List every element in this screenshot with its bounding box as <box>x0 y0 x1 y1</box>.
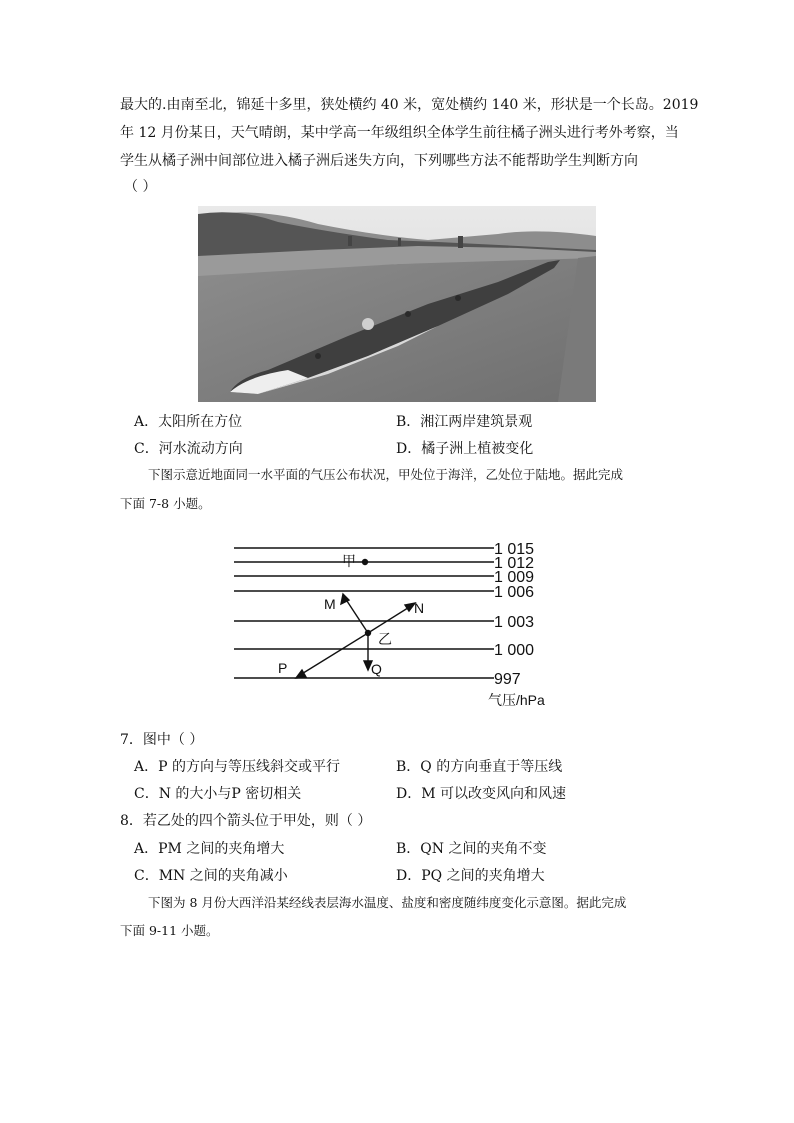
isobar-label: 1 003 <box>494 614 535 631</box>
arrow-q-label: Q <box>371 661 382 677</box>
arrow-p <box>300 633 368 675</box>
arrow-m-label: M <box>324 596 336 612</box>
question6-text-line1: 最大的.由南至北，锦延十多里，狭处横约 40 米，宽处横约 140 米，形状是一个长岛。2019 <box>120 97 699 113</box>
intro-9-11-line1: 下图为 8 月份大西洋沿某经线表层海水温度、盐度和密度随纬度变化示意图。据此完成 <box>148 895 627 910</box>
point-yi-label: 乙 <box>378 631 392 647</box>
island-photo <box>198 206 596 402</box>
isobar-label: 1 012 <box>494 555 535 572</box>
q7-option-b: B．Q 的方向垂直于等压线 <box>396 759 563 775</box>
isobar-label: 1 006 <box>494 584 535 601</box>
arrow-m <box>345 598 368 633</box>
option-a: A．太阳所在方位 <box>134 414 243 430</box>
isobar-label: 1 000 <box>494 642 535 659</box>
option-c: C．河水流动方向 <box>134 441 243 457</box>
q8-option-b: B．QN 之间的夹角不变 <box>396 841 547 857</box>
q7-option-d: D．M 可以改变风向和风速 <box>396 786 567 802</box>
isobar-diagram <box>228 532 568 712</box>
point-jia <box>362 559 368 565</box>
answer-blank: （ ） <box>124 179 157 195</box>
intro-7-8-line2: 下面 7-8 小题。 <box>120 496 211 511</box>
question8-stem: 8．若乙处的四个箭头位于甲处，则（ ） <box>120 813 372 829</box>
question7-stem: 7．图中（ ） <box>120 732 204 748</box>
arrow-n-label: N <box>414 600 425 616</box>
diagram-unit: 气压/hPa <box>488 692 545 708</box>
q8-option-a: A．PM 之间的夹角增大 <box>134 841 285 857</box>
q8-option-d: D．PQ 之间的夹角增大 <box>396 868 545 884</box>
arrow-p-head <box>296 670 306 678</box>
isobar-label: 1 015 <box>494 541 535 558</box>
intro-7-8-line1: 下图示意近地面同一水平面的气压公布状况，甲处位于海洋，乙处位于陆地。据此完成 <box>148 467 624 482</box>
q8-option-c: C．MN 之间的夹角减小 <box>134 868 288 884</box>
arrow-n <box>368 606 411 633</box>
option-d: D．橘子洲上植被变化 <box>396 441 534 457</box>
isobar-label: 997 <box>494 671 521 688</box>
q7-option-c: C．N 的大小与P 密切相关 <box>134 786 302 802</box>
point-jia-label: 甲 <box>342 553 356 569</box>
question6-text-line3: 学生从橘子洲中间部位进入橘子洲后迷失方向，下列哪些方法不能帮助学生判断方向 <box>120 153 638 169</box>
arrow-p-label: P <box>278 660 288 676</box>
q7-option-a: A．P 的方向与等压线斜交或平行 <box>134 759 340 775</box>
intro-9-11-line2: 下面 9-11 小题。 <box>120 923 219 938</box>
question6-text-line2: 年 12 月份某日，天气晴朗，某中学高一年级组织全体学生前往橘子洲头进行考外考察，当 <box>120 125 679 141</box>
option-b: B．湘江两岸建筑景观 <box>396 414 533 430</box>
isobar-label: 1 009 <box>494 569 535 586</box>
